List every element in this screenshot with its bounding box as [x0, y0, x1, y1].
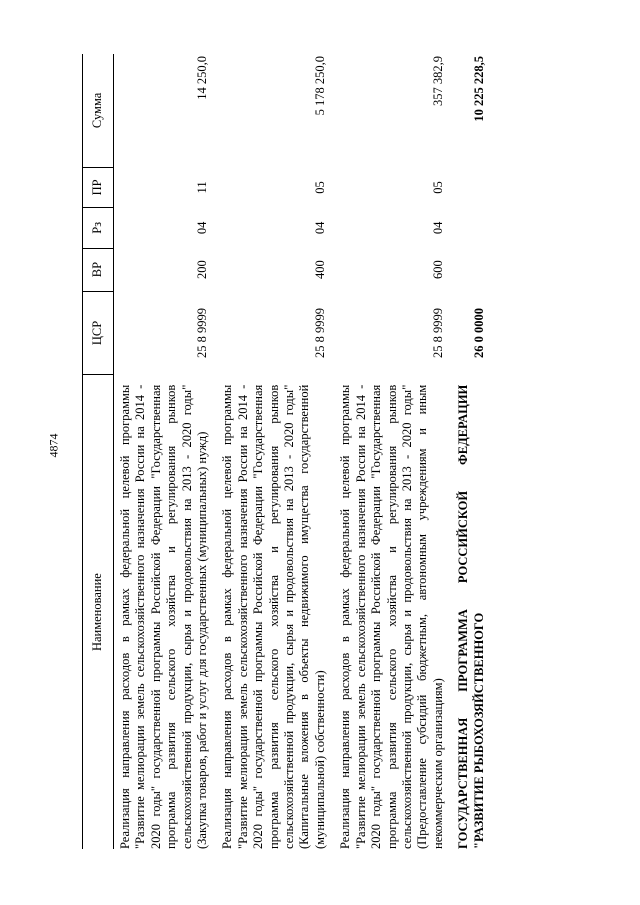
row-rz [452, 208, 493, 248]
header-csr: ЦСР [83, 291, 114, 375]
row-vr: 400 [312, 260, 327, 279]
row-rz: 04 [195, 221, 210, 235]
table-header [83, 54, 114, 849]
row-sum: 357 382,9 [430, 56, 445, 106]
row-csr: 25 8 9999 [195, 307, 210, 358]
row-csr: 25 8 9999 [430, 307, 445, 358]
header-rz: Рз [83, 208, 114, 248]
row-vr: 200 [195, 260, 210, 279]
table-row [216, 54, 334, 849]
row-name: ГОСУДАРСТВЕННАЯ ПРОГРАММА РОССИЙСКОЙ ФЕДЕРАЦИИ "РАЗВИТИЕ РЫБОХОЗЯЙСТВЕННОГО [456, 384, 486, 849]
row-sum: 10 225 228,5 [471, 56, 486, 122]
page-number: 4874 [46, 433, 61, 458]
table-body [114, 54, 493, 849]
header-name: Наименование [83, 375, 114, 849]
row-pr: 05 [430, 181, 445, 194]
header-sum: Сумма [83, 54, 114, 167]
row-pr [452, 167, 493, 207]
row-csr: 25 8 9999 [312, 307, 327, 358]
table-row-total [452, 54, 493, 849]
row-vr: 600 [430, 260, 445, 279]
row-name: Реализация направления расходов в рамках федеральной целевой программы "Развитие мелиорации земель сельскохозяйственного назначения России на 2014 - 2020 годы" государственной программы Российской Федерации "Государственная программа развития сельского хозяйства и регулирования рынков сельскохозяйственной продукции, сырья и продовольствия на 2013 - 2020 годы" (Закупка товаров, работ и услуг для государственных (муниципальных) нужд) [118, 384, 210, 849]
row-name: Реализация направления расходов в рамках федеральной целевой программы "Развитие мелиорации земель сельскохозяйственного назначения России на 2014 - 2020 годы" государственной программы Российской Федерации "Государственная программа развития сельского хозяйства и регулирования рынков сельскохозяйственной продукции, сырья и продовольствия на 2013 - 2020 годы" (Капитальные вложения в объекты недвижимого имущества государственной (муниципальной) собственности) [220, 384, 327, 849]
row-rz: 04 [430, 221, 445, 235]
row-name: Реализация направления расходов в рамках федеральной целевой программы "Развитие мелиорации земель сельскохозяйственного назначения России на 2014 - 2020 годы" государственной программы Российской Федерации "Государственная программа развития сельского хозяйства и регулирования рынков сельскохозяйственной продукции, сырья и продовольствия на 2013 - 2020 годы" (Предоставление субсидий бюджетным, автономным учреждениям и иным некоммерческим организациям) [338, 384, 445, 849]
row-pr: 05 [312, 181, 327, 194]
row-vr [452, 248, 493, 291]
row-sum: 14 250,0 [195, 56, 210, 100]
row-csr: 26 0 0000 [471, 307, 486, 358]
row-pr: 11 [195, 181, 210, 194]
table-row [114, 54, 217, 849]
header-vr: ВР [83, 248, 114, 291]
rotated-page-content [82, 54, 602, 849]
row-rz: 04 [312, 221, 327, 235]
table-row [334, 54, 452, 849]
row-sum: 5 178 250,0 [312, 56, 327, 116]
header-pr: ПР [83, 167, 114, 207]
budget-table [82, 54, 493, 849]
